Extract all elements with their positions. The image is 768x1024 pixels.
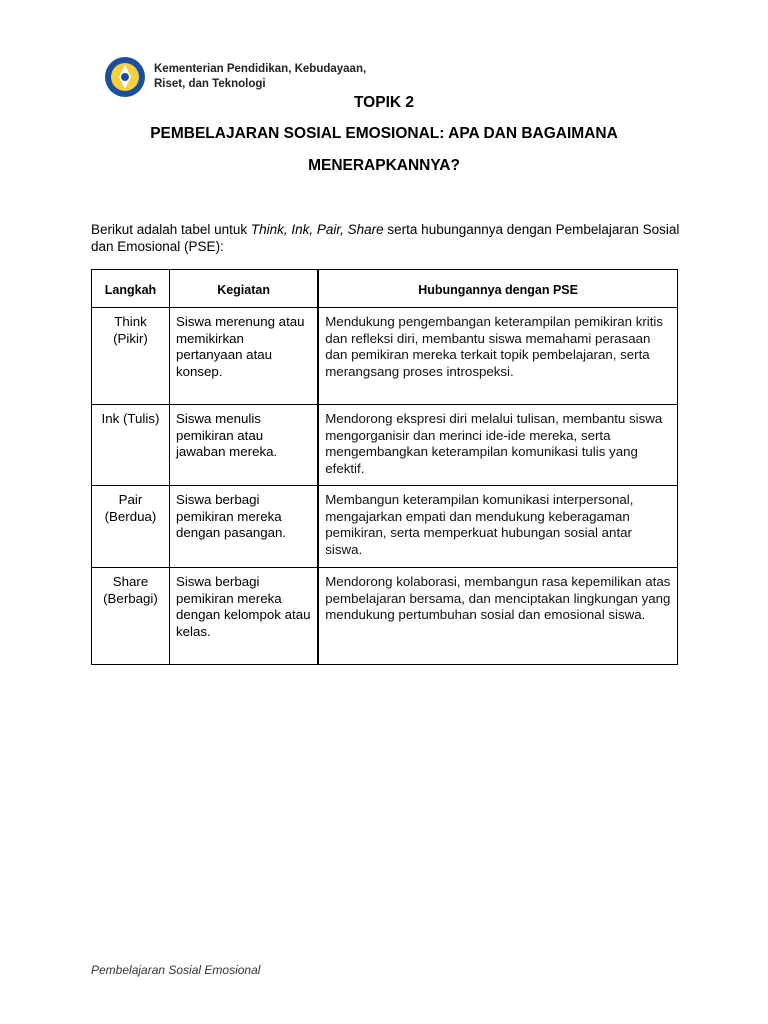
page-footer: Pembelajaran Sosial Emosional — [91, 963, 261, 977]
step-cell: Ink (Tulis) — [92, 405, 170, 486]
table-header-row — [92, 270, 678, 308]
activity-cell: Siswa merenung atau memikirkan pertanyaan atau konsep. — [169, 308, 318, 405]
relation-cell: Mendorong ekspresi diri melalui tulisan, membantu siswa mengorganisir dan merinci ide-ide mereka, serta mengembangkan keterampilan komunikasi tulis yang efektif. — [318, 405, 677, 486]
table-row — [92, 486, 678, 568]
ministry-name — [154, 62, 366, 92]
pse-table — [91, 269, 678, 665]
column-header-step: Langkah — [92, 270, 170, 308]
intro-paragraph — [91, 221, 691, 255]
topic-label: TOPIK 2 — [353, 94, 414, 111]
step-cell: Pair (Berdua) — [92, 486, 170, 568]
column-header-relation: Hubungannya dengan PSE — [318, 270, 677, 308]
ministry-line-2: Riset, dan Teknologi — [154, 78, 266, 90]
table-row — [92, 308, 678, 405]
column-header-activity: Kegiatan — [169, 270, 318, 308]
ministry-header — [104, 56, 366, 98]
relation-cell: Mendukung pengembangan keterampilan pemikiran kritis dan refleksi diri, membantu siswa memahami perasaan dan pemikiran mereka terkait topik pembelajaran, serta merangsang proses introspeksi. — [318, 308, 677, 405]
activity-cell: Siswa menulis pemikiran atau jawaban mereka. — [169, 405, 318, 486]
intro-text-after: serta hubungannya dengan Pembelajaran Sosial dan Emosional (PSE): — [91, 222, 680, 254]
activity-cell: Siswa berbagi pemikiran mereka dengan pasangan. — [169, 486, 318, 568]
table-row — [92, 405, 678, 486]
step-cell: Think (Pikir) — [92, 308, 170, 405]
intro-text-before: Berikut adalah tabel untuk — [91, 222, 251, 237]
page-title-line-2: MENERAPKANNYA? — [308, 157, 460, 174]
intro-text-italic: Think, Ink, Pair, Share — [250, 222, 384, 237]
relation-cell: Mendorong kolaborasi, membangun rasa kepemilikan atas pembelajaran bersama, dan menciptakan lingkungan yang mendukung pertumbuhan sosial dan emosional siswa. — [318, 568, 677, 665]
step-cell: Share (Berbagi) — [92, 568, 170, 665]
ministry-line-1: Kementerian Pendidikan, Kebudayaan, — [154, 63, 367, 75]
page-title-line-1: PEMBELAJARAN SOSIAL EMOSIONAL: APA DAN BAGAIMANA — [150, 125, 618, 142]
tut-wuri-handayani-logo-icon — [104, 56, 146, 98]
activity-cell: Siswa berbagi pemikiran mereka dengan kelompok atau kelas. — [169, 568, 318, 665]
relation-cell: Membangun keterampilan komunikasi interpersonal, mengajarkan empati dan mendukung keberagaman pemikiran, serta memperkuat hubungan sosial antar siswa. — [318, 486, 677, 568]
table-row — [92, 568, 678, 665]
